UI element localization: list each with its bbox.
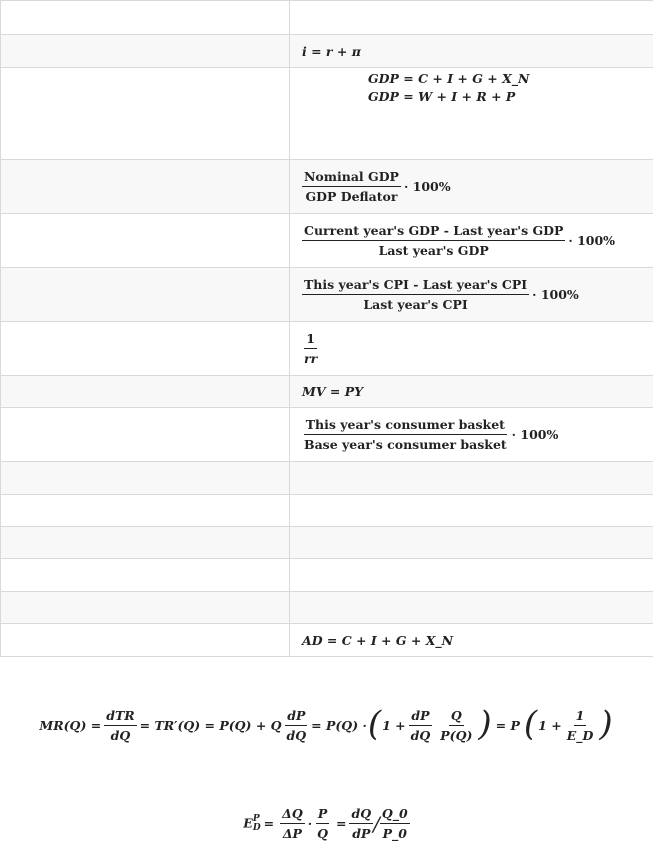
fraction-numerator: Nominal GDP	[302, 169, 401, 187]
formula-name-cell	[1, 68, 290, 160]
el-frac1-den: ΔP	[282, 826, 302, 841]
formula-name-cell	[1, 1, 290, 35]
table-row	[1, 160, 653, 214]
mr-frac3-den: dQ	[410, 728, 431, 743]
mr-lhs: MR(Q) =	[39, 718, 102, 733]
marginal-revenue-equation	[0, 703, 653, 744]
formula-cell	[290, 462, 653, 495]
el-frac1-num: ΔQ	[280, 806, 305, 824]
mr-frac1-num: dTR	[104, 708, 136, 726]
cpi-formula	[290, 408, 653, 462]
fraction-multiplier: · 100%	[532, 287, 579, 302]
el-frac4-den: P_0	[382, 826, 407, 841]
table-row	[1, 592, 653, 624]
price-elasticity-equation: E P D = $\frac{\Delta Q}{\Delta P}$ · $\frac{P}{Q}$ = $\frac{dQ}{dP}$ / $\frac{Q\_0}{P\_0}$	[243, 806, 408, 841]
el-frac3-den: dP	[352, 826, 371, 841]
gdp-expenditure-formula: GDP = C + I + G + X_N	[368, 71, 530, 86]
fraction-multiplier: · 100%	[511, 427, 559, 442]
fraction-multiplier: · 100%	[568, 233, 616, 248]
table-row	[1, 322, 653, 376]
formula-cell	[290, 495, 653, 527]
right-paren: )	[599, 703, 613, 744]
table-row	[1, 68, 653, 160]
formula-name-cell	[1, 592, 290, 624]
formula-cell	[290, 559, 653, 592]
el-frac2-num: P	[316, 806, 329, 824]
right-paren: )	[478, 703, 492, 744]
mr-frac5-num: 1	[574, 708, 587, 726]
table-row	[1, 214, 653, 268]
table-row	[1, 35, 653, 68]
formula-name-cell	[1, 527, 290, 559]
formula-name-cell	[1, 624, 290, 657]
table-row	[1, 527, 653, 559]
formula-name-cell	[1, 322, 290, 376]
gdp-income-formula: GDP = W + I + R + P	[368, 89, 516, 104]
mr-term3: = P(Q) ·	[311, 718, 367, 733]
mr-frac5-den: E_D	[566, 728, 594, 743]
formula-name-cell	[1, 376, 290, 408]
table-row	[1, 408, 653, 462]
mr-term4: 1 +	[382, 718, 406, 733]
formula-name-cell	[1, 268, 290, 322]
inflation-rate-formula	[290, 268, 653, 322]
mr-frac3-num: dP	[409, 708, 431, 726]
formula-name-cell	[1, 214, 290, 268]
mr-frac2-den: dQ	[286, 728, 307, 743]
interest-rate-formula: i = r + π	[290, 35, 653, 68]
formula-name-cell	[1, 408, 290, 462]
fraction-multiplier: · 100%	[403, 179, 451, 194]
mr-frac4-den: P(Q)	[440, 728, 473, 743]
table-row	[1, 462, 653, 495]
fraction-denominator: Last year's GDP	[378, 243, 489, 258]
table-row	[1, 268, 653, 322]
fraction-numerator: 1	[304, 331, 317, 349]
formula-cell	[290, 527, 653, 559]
table-row	[1, 1, 653, 35]
quantity-theory-formula: MV = PY	[290, 376, 653, 408]
mr-term2: = TR′(Q) = P(Q) + Q	[139, 718, 282, 733]
fraction-denominator: Last year's CPI	[363, 297, 468, 312]
table-row	[1, 376, 653, 408]
el-frac3-num: dQ	[349, 806, 373, 824]
fraction-numerator: This year's CPI - Last year's CPI	[302, 277, 529, 295]
table-row	[1, 624, 653, 657]
aggregate-demand-formula: AD = C + I + G + X_N	[290, 624, 653, 657]
left-paren: (	[523, 703, 538, 744]
formula-name-cell	[1, 495, 290, 527]
elasticity-lhs: E P D	[243, 813, 261, 833]
gdp-growth-formula	[290, 214, 653, 268]
real-gdp-formula	[290, 160, 653, 214]
formula-name-cell	[1, 462, 290, 495]
formula-name-cell	[1, 559, 290, 592]
formula-cell	[290, 592, 653, 624]
fraction-denominator: GDP Deflator	[305, 189, 398, 204]
fraction-numerator: Current year's GDP - Last year's GDP	[302, 223, 565, 241]
fraction-numerator: This year's consumer basket	[304, 417, 507, 435]
left-paren: (	[367, 703, 382, 744]
fraction-denominator: rr	[304, 351, 318, 366]
formula-name-cell	[1, 35, 290, 68]
el-frac4-num: Q_0	[380, 806, 410, 824]
el-frac2-den: Q	[317, 826, 328, 841]
formula-name-cell	[1, 160, 290, 214]
formula-cell	[290, 1, 653, 35]
fraction-denominator: Base year's consumer basket	[304, 437, 507, 452]
table-row	[1, 495, 653, 527]
mr-frac1-den: dQ	[110, 728, 131, 743]
mr-frac4-num: Q	[449, 708, 464, 726]
table-row	[1, 559, 653, 592]
mr-frac2-num: dP	[285, 708, 307, 726]
mr-term5: = P	[495, 718, 520, 733]
money-multiplier-formula	[290, 322, 653, 376]
gdp-formula-cell	[290, 68, 653, 160]
mr-term6: 1 +	[538, 718, 562, 733]
